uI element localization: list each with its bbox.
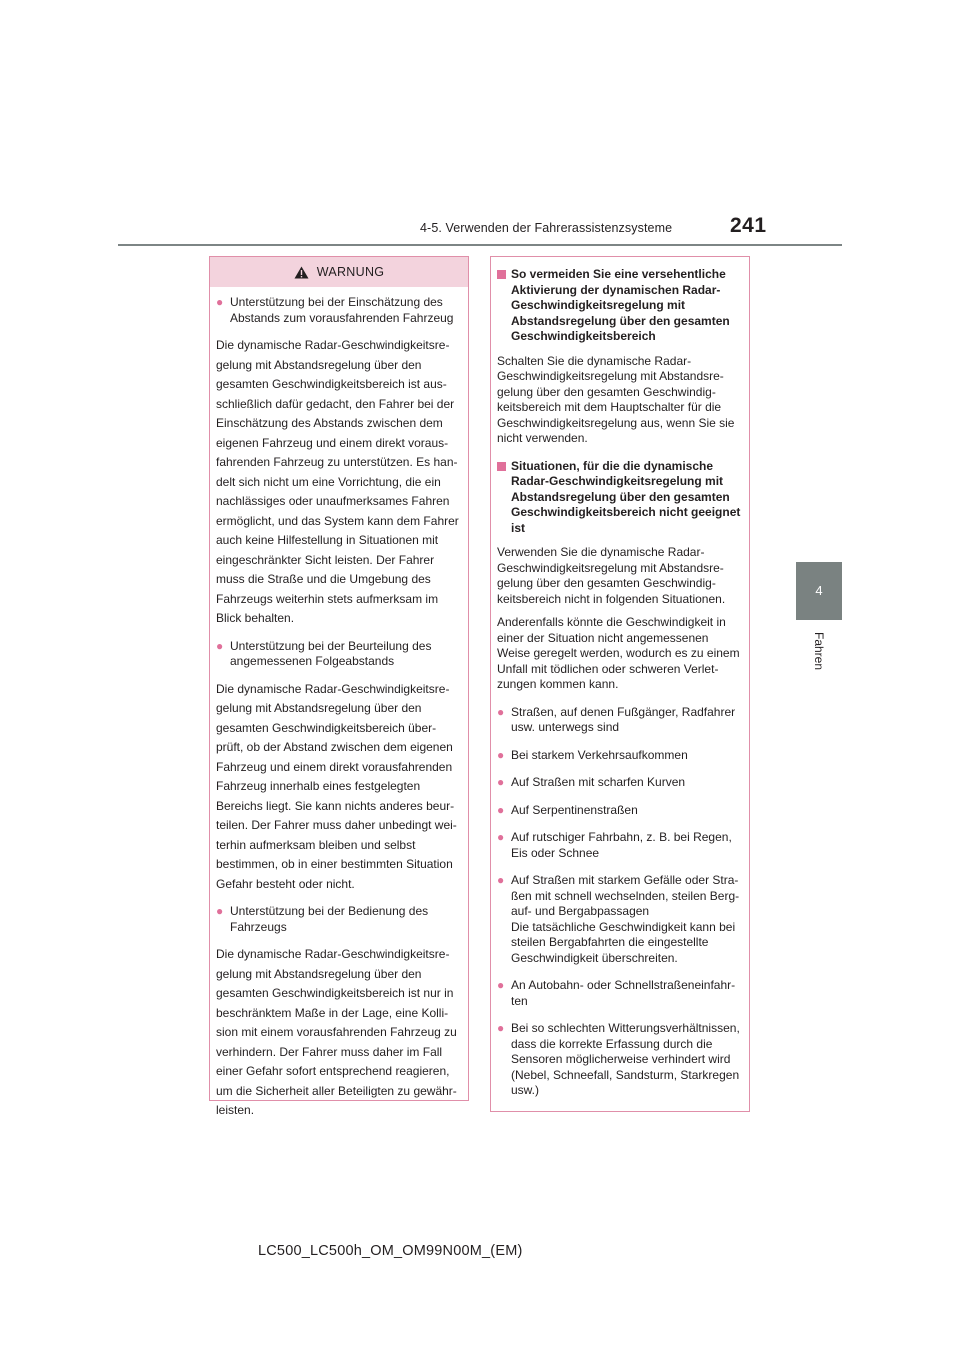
chapter-tab: 4 [796,562,842,620]
header-divider [118,244,842,246]
bullet-icon: ● [497,873,505,887]
warning-triangle-icon [294,266,309,279]
square-bullet-icon [497,270,506,279]
info-heading-2: Situationen, für die die dynamische Radar-Geschwindigkeitsregelung mit Abstandsregelung über den gesamten Geschwindigkeitsbereich nicht geeignet ist [497,459,741,537]
list-item: ● Auf Straßen mit scharfen Kurven [497,775,686,789]
bullet-icon: ● [216,638,224,653]
bullet-icon: ● [497,775,505,789]
bullet-icon: ● [497,830,505,844]
info-body-2b: Anderenfalls könnte die Geschwindigkeit in einer der Situation nicht angemessenen Weise geregelt werden, wodurch es zu einem Unfall mit tödlichen oder schweren Verletzungen kommen kann. [497,615,740,691]
bullet-icon: ● [216,904,224,918]
warning-body-2: Die dynamische Radar-Geschwindigkeitsregelung mit Abstandsregelung über den gesamten Geschwindigkeitsbereich überprüft, ob der Abstand zwischen dem eigenen Fahrzeug und einem direkt vorausfahrenden Fahrzeug innerhalb eines festgelegten Bereichs liegt. Sie kann nichts anderes beurteilen. Der Fahrer muss daher unbedingt weiterhin aufmerksam bleiben und selbst bestimmen, ob in einer bestimmten Situation Gefahr besteht oder nicht. [216,681,457,891]
bullet-icon: ● [497,747,505,762]
info-heading-1: So vermeiden Sie eine versehentliche Aktivierung der dynamischen Radar-Geschwindigkeitsregelung mit Abstandsregelung über den gesamten Geschwindigkeitsbereich [497,267,741,345]
list-item: ● An Autobahn- oder Schnellstraßeneinfahrten [497,978,736,1008]
list-item: ● Auf rutschiger Fahrbahn, z. B. bei Regen, Eis oder Schnee [497,830,732,860]
info-box [490,256,750,1112]
warning-box [209,256,469,1117]
bullet-icon: ● [497,1021,505,1035]
list-item: ● Straßen, auf denen Fußgänger, Radfahrer usw. unterwegs sind [497,704,736,734]
info-body-1: Schalten Sie die dynamische Radar-Geschwindigkeitsregelung mit Abstandsregelung über den gesamten Geschwindigkeitsbereich mit dem Hauptschalter für die Geschwindigkeitsregelung aus, wenn Sie sie nicht verwenden. [497,353,735,445]
warning-body-1: Die dynamische Radar-Geschwindigkeitsregelung mit Abstandsregelung über den gesamten Geschwindigkeitsbereich ist ausschließlich dafür gedacht, den Fahrer bei der Einschätzung des Abstands zwischen dem eigenen Fahrzeug und einem direkt vorausfahrenden Fahrzeug zu unterstützen. Es handelt sich nicht um eine Vorrichtung, die ein nachlässiges oder unaufmerksames Fahren ermöglicht, und das System kann dem Fahrer auch keine Hilfestellung in Situationen mit eingeschränkter Sicht leisten. Der Fahrer muss die Straße und die Umgebung des Fahrzeugs weiterhin stets aufmerksam im Blick behalten. [216,338,459,625]
footer-code: LC500_LC500h_OM_OM99N00M_(EM) [258,1243,523,1259]
list-item: ● Auf Straßen mit starkem Gefälle oder Straßen mit schnell wechselnden, steilen Berg- auf- und Bergabpassagen Die tatsächliche Geschwindigkeit kann bei steilen Bergabfahrten die eingestellte Geschwindigkeit überschreiten. [497,873,740,965]
warning-heading-2: ● Unterstützung bei der Beurteilung des angemessenen Folgeabstands [216,638,432,668]
list-item-note: Die tatsächliche Geschwindigkeit kann bei steilen Bergabfahrten die eingestellte Geschwindigkeit überschreiten. [511,919,736,965]
list-item: ● Bei starkem Verkehrsaufkommen [497,747,688,762]
info-body-2a: Verwenden Sie die dynamische Radar-Geschwindigkeitsregelung mit Abstandsregelung über den gesamten Geschwindigkeitsbereich nicht in folgenden Situationen. [497,545,726,606]
warning-body-3: Die dynamische Radar-Geschwindigkeitsregelung mit Abstandsregelung über den gesamten Geschwindigkeitsbereich ist nur in beschränktem Maße in der Lage, eine Kollision mit einem vorausfahrenden Fahrzeug zu verhindern. Der Fahrer muss daher im Fall einer Gefahr sofort entsprechend reagieren, um die Sicherheit aller Beteiligten zu gewährleisten. [216,947,457,1117]
warning-content [210,287,468,1121]
section-title: 4-5. Verwenden der Fahrerassistenzsysteme [420,221,673,235]
square-bullet-icon [497,462,506,471]
warning-heading-3: ● Unterstützung bei der Bedienung des Fahrzeugs [216,904,429,934]
warning-title: WARNUNG [316,265,385,279]
bullet-icon: ● [497,704,505,719]
bullet-icon: ● [216,295,224,309]
bullet-icon: ● [497,978,505,992]
bullet-icon: ● [497,802,505,817]
list-item: ● Auf Serpentinenstraßen [497,802,638,817]
list-item: ● Bei so schlechten Witterungsverhältnissen, dass die korrekte Erfassung durch die Sensoren möglicherweise verhindert wird (Nebel, Schneefall, Sandsturm, Starkregen usw.) [497,1021,740,1097]
page-number: 241 [730,214,767,237]
warning-header [210,257,468,287]
warning-heading-1: ● Unterstützung bei der Einschätzung des Abstands zum vorausfahrenden Fahrzeug [216,295,454,325]
chapter-label: Fahren [812,632,826,671]
info-content [491,257,749,1099]
